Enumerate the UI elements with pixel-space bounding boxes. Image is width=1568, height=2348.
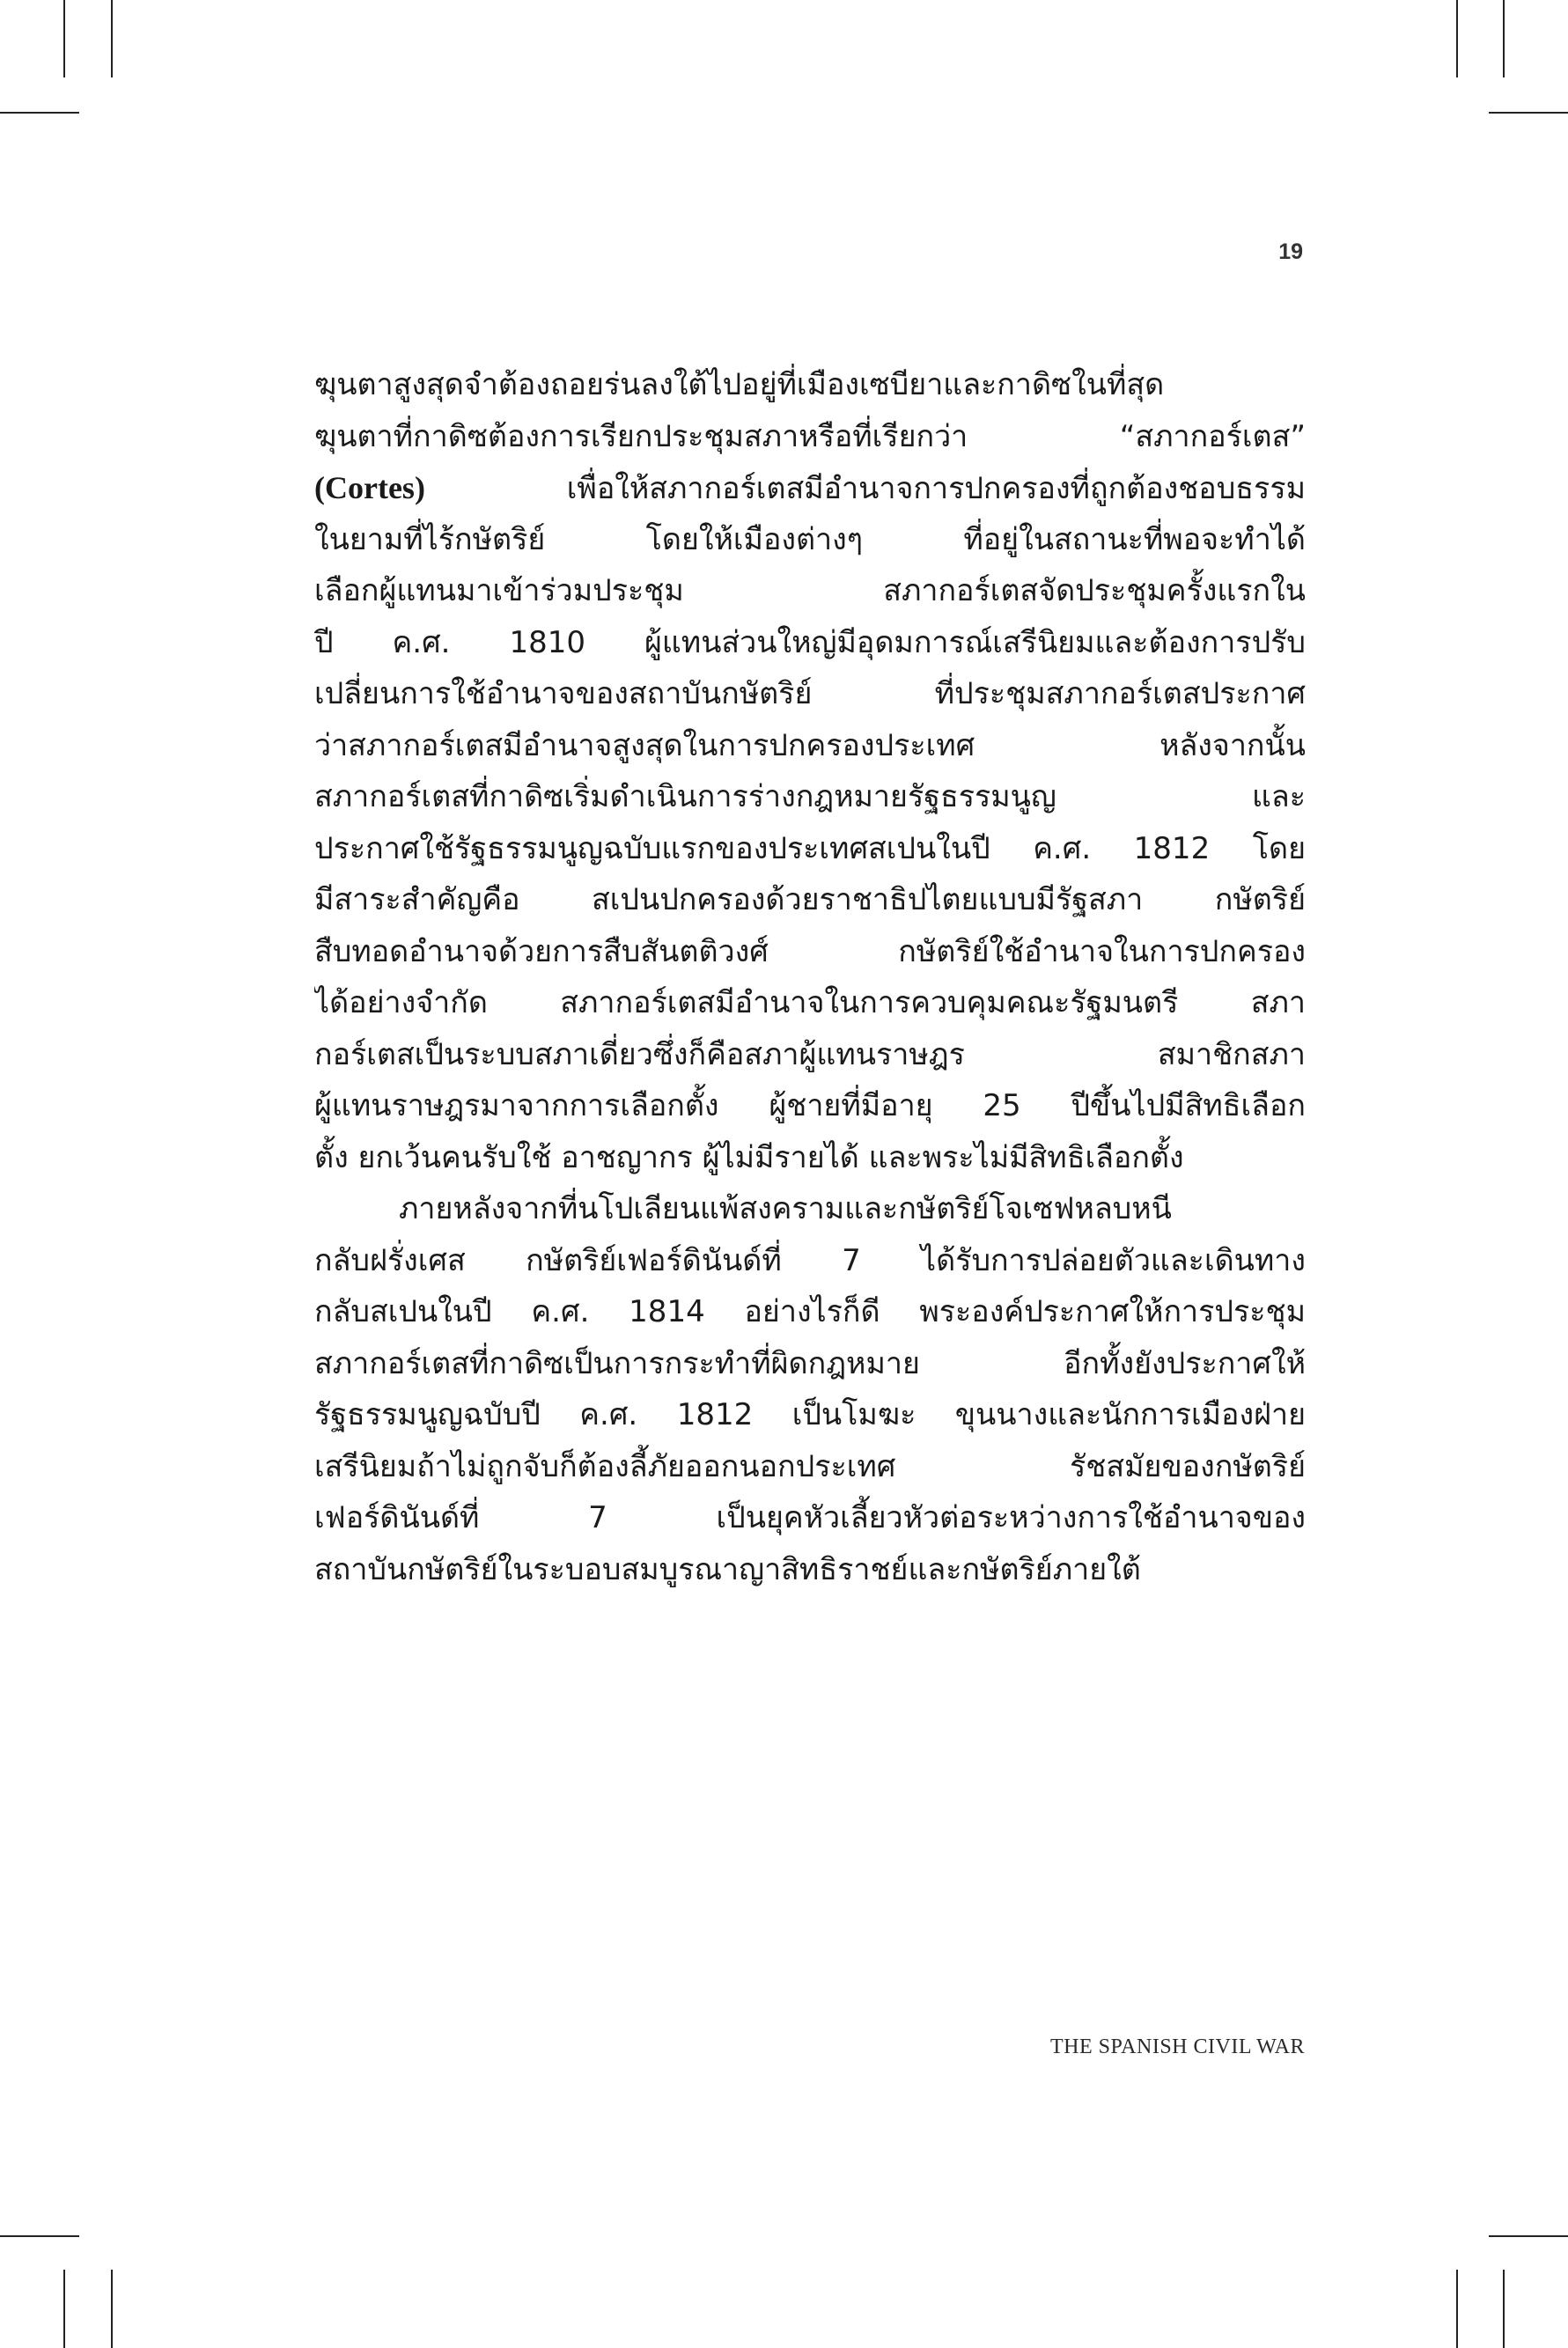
text-line-indented: ภายหลังจากที่นโปเลียนแพ้สงครามและกษัตริย์โจเซฟหลบหนี — [399, 1191, 1172, 1226]
page-number: 19 — [1278, 239, 1303, 264]
crop-mark-top-left-vertical-inner — [111, 0, 113, 77]
running-footer-book-title: THE SPANISH CIVIL WAR — [1050, 2035, 1305, 2058]
crop-mark-bottom-left-horizontal — [0, 2235, 79, 2237]
text-line: รัฐธรรมนูญฉบับปี ค.ศ. 1812 เป็นโมฆะ ขุนนางและนักการเมืองฝ่าย — [314, 1397, 1306, 1432]
text-line: เสรีนิยมถ้าไม่ถูกจับก็ต้องลี้ภัยออกนอกประเทศ รัชสมัยของกษัตริย์ — [314, 1448, 1306, 1484]
text-line-rest: เพื่อให้สภากอร์เตสมีอำนาจการปกครองที่ถูกต้องชอบธรรม — [566, 471, 1306, 506]
crop-mark-top-right-vertical — [1503, 0, 1505, 77]
text-line: กลับฝรั่งเศส กษัตริย์เฟอร์ดินันด์ที่ 7 ได้รับการปล่อยตัวและเดินทาง — [314, 1242, 1306, 1278]
crop-mark-top-right-horizontal — [1489, 112, 1568, 114]
crop-mark-top-right-vertical-inner — [1456, 0, 1458, 77]
crop-mark-bottom-left-vertical-inner — [111, 2270, 113, 2348]
text-line: สถาบันกษัตริย์ในระบอบสมบูรณาญาสิทธิราชย์และกษัตริย์ภายใต้ — [314, 1551, 1141, 1587]
text-line: ฆุนตาที่กาดิซต้องการเรียกประชุมสภาหรือที่เรียกว่า “สภากอร์เตส” — [314, 418, 1306, 454]
text-line: ปี ค.ศ. 1810 ผู้แทนส่วนใหญ่มีอุดมการณ์เสรีนิยมและต้องการปรับ — [314, 624, 1306, 660]
paragraph-2 — [314, 1183, 1306, 1595]
text-line: ได้อย่างจำกัด สภากอร์เตสมีอำนาจในการควบคุมคณะรัฐมนตรี สภา — [314, 985, 1306, 1020]
text-line: สภากอร์เตสที่กาดิซเป็นการกระทำที่ผิดกฎหมาย อีกทั้งยังประกาศให้ — [314, 1345, 1306, 1381]
text-line: สืบทอดอำนาจด้วยการสืบสันตติวงศ์ กษัตริย์ใช้อำนาจในการปกครอง — [314, 933, 1306, 969]
crop-mark-bottom-right-vertical-inner — [1456, 2270, 1458, 2348]
text-line: สภากอร์เตสที่กาดิซเริ่มดำเนินการร่างกฎหมายรัฐธรรมนูญ และ — [314, 779, 1306, 814]
text-line: ฆุนตาสูงสุดจำต้องถอยร่นลงใต้ไปอยู่ที่เมืองเซบียาและกาดิซในที่สุด — [314, 367, 1165, 402]
latin-term-cortes: (Cortes) — [314, 470, 425, 505]
body-text — [314, 359, 1306, 1595]
text-line-with-latin-term — [314, 462, 1306, 514]
paragraph-1 — [314, 359, 1306, 1183]
text-line: ประกาศใช้รัฐธรรมนูญฉบับแรกของประเทศสเปนในปี ค.ศ. 1812 โดย — [314, 830, 1306, 866]
crop-mark-bottom-right-horizontal — [1489, 2235, 1568, 2237]
crop-mark-top-left-vertical — [63, 0, 65, 77]
text-line: เปลี่ยนการใช้อำนาจของสถาบันกษัตริย์ ที่ประชุมสภากอร์เตสประกาศ — [314, 676, 1306, 711]
text-line: ตั้ง ยกเว้นคนรับใช้ อาชญากร ผู้ไม่มีรายได้ และพระไม่มีสิทธิเลือกตั้ง — [314, 1139, 1184, 1175]
crop-mark-bottom-right-vertical — [1503, 2270, 1505, 2348]
crop-mark-bottom-left-vertical — [63, 2270, 65, 2348]
text-line: มีสาระสำคัญคือ สเปนปกครองด้วยราชาธิปไตยแบบมีรัฐสภา กษัตริย์ — [314, 882, 1306, 917]
text-line: เฟอร์ดินันด์ที่ 7 เป็นยุคหัวเลี้ยวหัวต่อระหว่างการใช้อำนาจของ — [314, 1500, 1306, 1535]
text-line: กลับสเปนในปี ค.ศ. 1814 อย่างไรก็ดี พระองค์ประกาศให้การประชุม — [314, 1294, 1306, 1329]
text-line: ในยามที่ไร้กษัตริย์ โดยให้เมืองต่างๆ ที่อยู่ในสถานะที่พอจะทำได้ — [314, 521, 1306, 557]
text-line: ผู้แทนราษฎรมาจากการเลือกตั้ง ผู้ชายที่มีอายุ 25 ปีขึ้นไปมีสิทธิเลือก — [314, 1088, 1306, 1123]
crop-mark-top-left-horizontal — [0, 112, 79, 114]
text-line: กอร์เตสเป็นระบบสภาเดี่ยวซึ่งก็คือสภาผู้แทนราษฎร สมาชิกสภา — [314, 1036, 1306, 1072]
text-line: เลือกผู้แทนมาเข้าร่วมประชุม สภากอร์เตสจัดประชุมครั้งแรกใน — [314, 573, 1306, 608]
text-line: ว่าสภากอร์เตสมีอำนาจสูงสุดในการปกครองประเทศ หลังจากนั้น — [314, 727, 1306, 763]
